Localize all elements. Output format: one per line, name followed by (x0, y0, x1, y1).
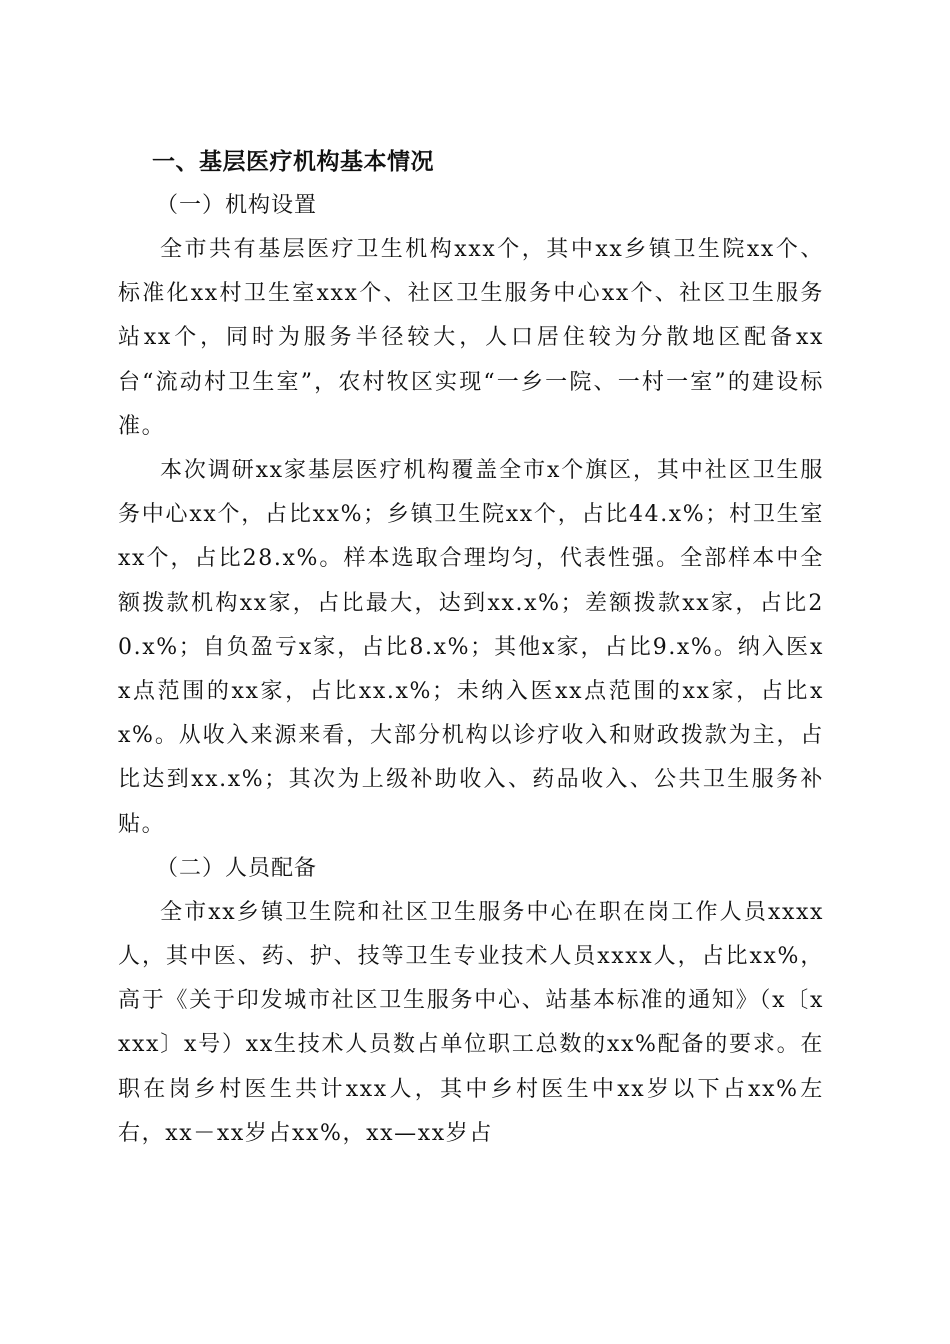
paragraph-survey-sample: 本次调研xx家基层医疗机构覆盖全市x个旗区，其中社区卫生服务中心xx个，占比xx%；乡镇卫生院xx个，占比44.x%；村卫生室xx个，占比28.x%。样本选取合理均匀，代表性强。全部样本中全额拨款机构xx家，占比最大，达到xx.x%；差额拨款xx家，占比20.x%；自负盈亏x家，占比8.x%；其他x家，占比9.x%。纳入医xx点范围的xx家，占比xx.x%；未纳入医xx点范围的xx家，占比xx%。从收入来源来看，大部分机构以诊疗收入和财政拨款为主，占比达到xx.x%；其次为上级补助收入、药品收入、公共卫生服务补贴。 (118, 458, 824, 837)
section-title-staffing: （二）人员配备 (156, 855, 318, 881)
main-heading: 一、基层医疗机构基本情况 (152, 149, 434, 175)
paragraph-staffing: 全市xx乡镇卫生院和社区卫生服务中心在职在岗工作人员xxxx人，其中医、药、护、技等卫生专业技术人员xxxx人，占比xx%，高于《关于印发城市社区卫生服务中心、站基本标准的通知》（x〔xxxx〕x号）xx生技术人员数占单位职工总数的xx%配备的要求。在职在岗乡村医生共计xxx人，其中乡村医生中xx岁以下占xx%左右，xx－xx岁占xx%，xx—xx岁占 (118, 899, 824, 1146)
paragraph-institution-overview: 全市共有基层医疗卫生机构xxx个，其中xx乡镇卫生院xx个、标准化xx村卫生室xxx个、社区卫生服务中心xx个、社区卫生服务站xx个，同时为服务半径较大，人口居住较为分散地区配备xx台“流动村卫生室”，农村牧区实现“一乡一院、一村一室”的建设标准。 (118, 237, 824, 439)
document-page (118, 140, 824, 1156)
section-title-institution-setup: （一）机构设置 (156, 193, 318, 218)
